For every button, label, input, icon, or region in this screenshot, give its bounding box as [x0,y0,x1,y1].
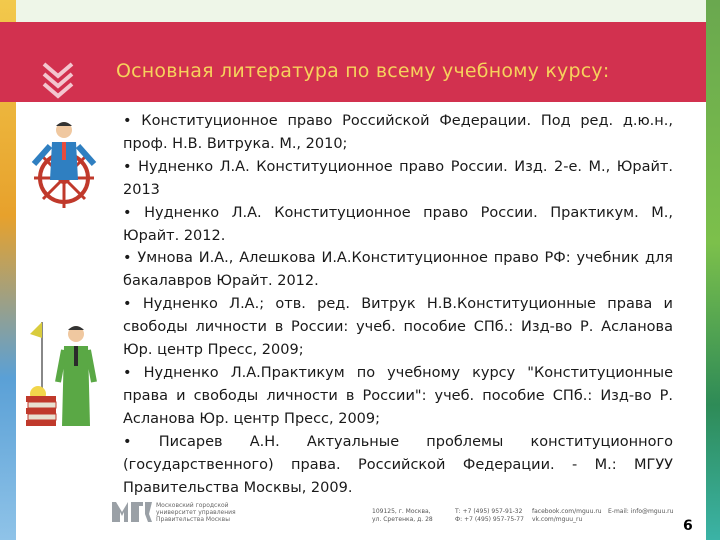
helm-person-icon [26,120,102,210]
phone-line: Т: +7 (495) 957-91-32 [455,508,523,515]
right-decorative-strip [706,0,720,540]
reference-item-4: • Умнова И.А., Алешкова И.А.Конституционное право РФ: учебник для бакалавров Юрайт. 2012. [123,250,673,290]
chevrons-down-icon [40,60,76,100]
page-number: 6 [683,518,693,534]
address-line-2: ул. Сретенка, д. 28 [372,516,433,523]
footer-phones [455,508,524,524]
slide-header [0,22,706,102]
reference-item-3: • Нудненко Л.А. Конституционное право России. Практикум. М., Юрайт. 2012. [123,204,673,244]
footer-social [532,508,602,524]
fax-line: Ф: +7 (495) 957-75-77 [455,516,524,523]
top-band [16,0,706,22]
reference-list [123,110,673,499]
reference-item-2: • Нудненко Л.А. Конституционное право России. Изд. 2-е. М., Юрайт. 2013 [123,158,673,198]
reference-item-1: • Конституционное право Российской Федерации. Под ред. д.ю.н., проф. Н.В. Витрука. М., 2010; [123,113,673,152]
slide-title: Основная литература по всему учебному курсу: [116,60,610,82]
address-line-1: 109125, г. Москва, [372,508,431,515]
footer-email [608,508,673,516]
vk-link[interactable]: vk.com/mguu_ru [532,516,583,523]
university-logo-icon [112,500,152,524]
university-name: Московский городской университет управления Правительства Москвы [156,502,236,523]
reference-item-6: • Нудненко Л.А.Практикум по учебному курсу "Конституционные права и свободы личности в России": учеб. пособие СПб.: Изд-во Р. Асланова Юр. центр Пресс, 2009; [123,364,673,427]
books-person-icon [24,318,100,428]
email-link[interactable]: E-mail: info@mguu.ru [608,508,674,515]
footer-address [372,508,433,524]
facebook-link[interactable]: facebook.com/mguu.ru [532,508,602,515]
reference-item-5: • Нудненко Л.А.; отв. ред. Витрук Н.В.Конституционные права и свободы личности в России: учеб. пособие СПб.: Изд-во Р. Асланова Юр. центр Пресс, 2009; [123,296,673,359]
reference-item-7: • Писарев А.Н. Актуальные проблемы конституционного (государственного) права. Российской Федерации. - М.: МГУУ Правительства Москвы, 2009. [123,433,673,496]
